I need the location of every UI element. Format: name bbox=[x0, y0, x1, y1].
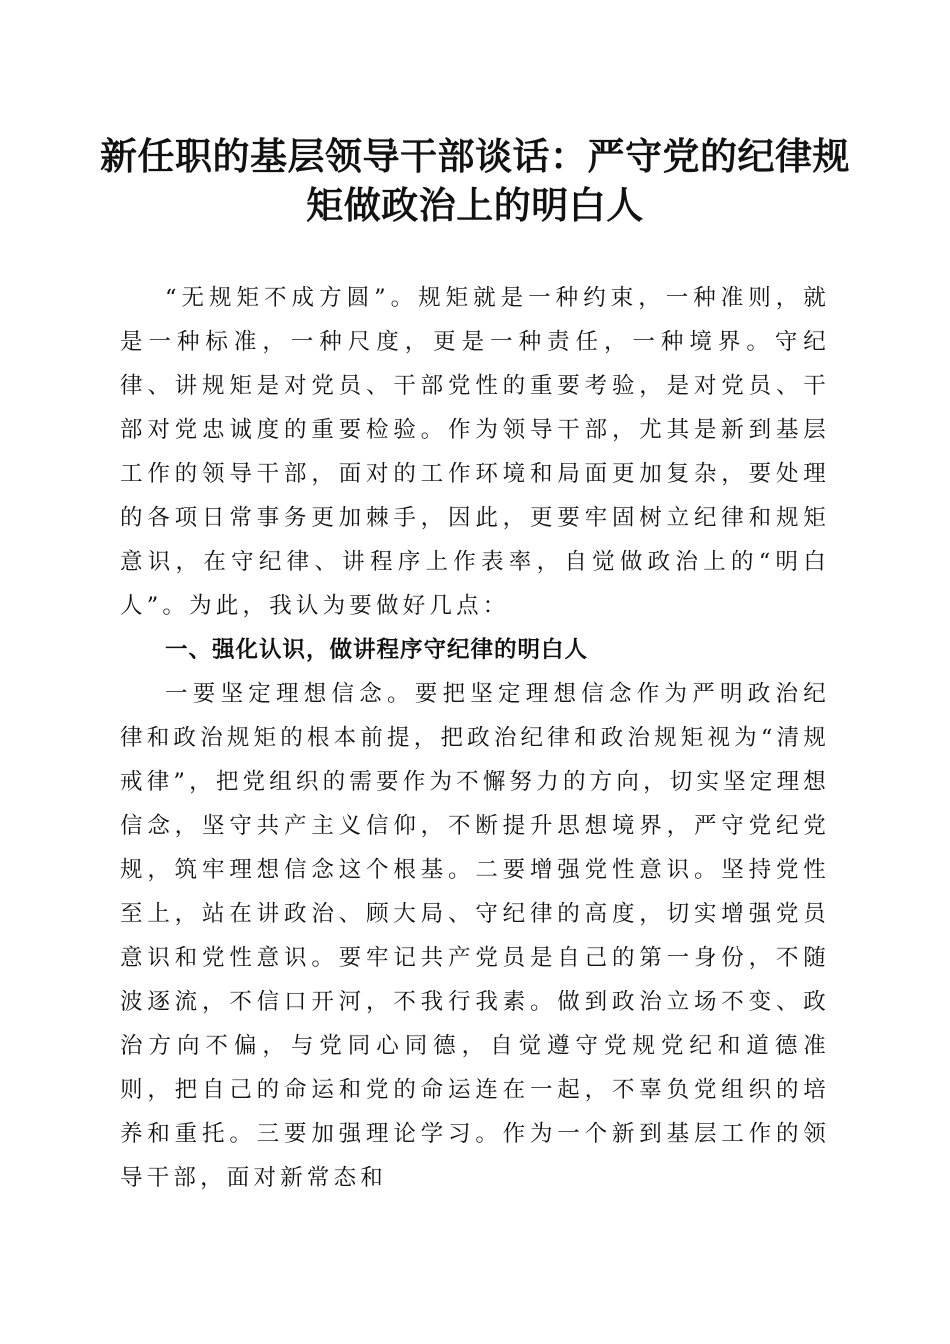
section-paragraph: 一要坚定理想信念。要把坚定理想信念作为严明政治纪律和政治规矩的根本前提，把政治纪律和政治规矩视为“清规戒律”，把党组织的需要作为不懈努力的方向，切实坚定理想信念，坚守共产主义信仰，不断提升思想境界，严守党纪党规，筑牢理想信念这个根基。二要增强党性意识。坚持党性至上，站在讲政治、顾大局、守纪律的高度，切实增强党员意识和党性意识。要牢记共产党员是自己的第一身份，不随波逐流，不信口开河，不我行我素。做到政治立场不变、政治方向不偏，与党同心同德，自觉遵守党规党纪和道德准则，把自己的命运和党的命运连在一起，不辜负党组织的培养和重托。三要加强理论学习。作为一个新到基层工作的领导干部，面对新常态和 bbox=[120, 681, 830, 1191]
intro-paragraph: “无规矩不成方圆”。规矩就是一种约束，一种准则，就是一种标准，一种尺度，更是一种责任，一种境界。守纪律、讲规矩是对党员、干部党性的重要考验，是对党员、干部对党忠诚度的重要检验。作为领导干部，尤其是新到基层工作的领导干部，面对的工作环境和局面更加复杂，要处理的各项日常事务更加棘手，因此，更要牢固树立纪律和规矩意识，在守纪律、讲程序上作表率，自觉做政治上的“明白人”。为此，我认为要做好几点： bbox=[120, 285, 830, 619]
document-title: 新任职的基层领导干部谈话：严守党的纪律规矩做政治上的明白人 bbox=[100, 134, 850, 227]
document-body bbox=[120, 276, 830, 1200]
section-heading: 一、强化认识，做讲程序守纪律的明白人 bbox=[165, 637, 589, 663]
